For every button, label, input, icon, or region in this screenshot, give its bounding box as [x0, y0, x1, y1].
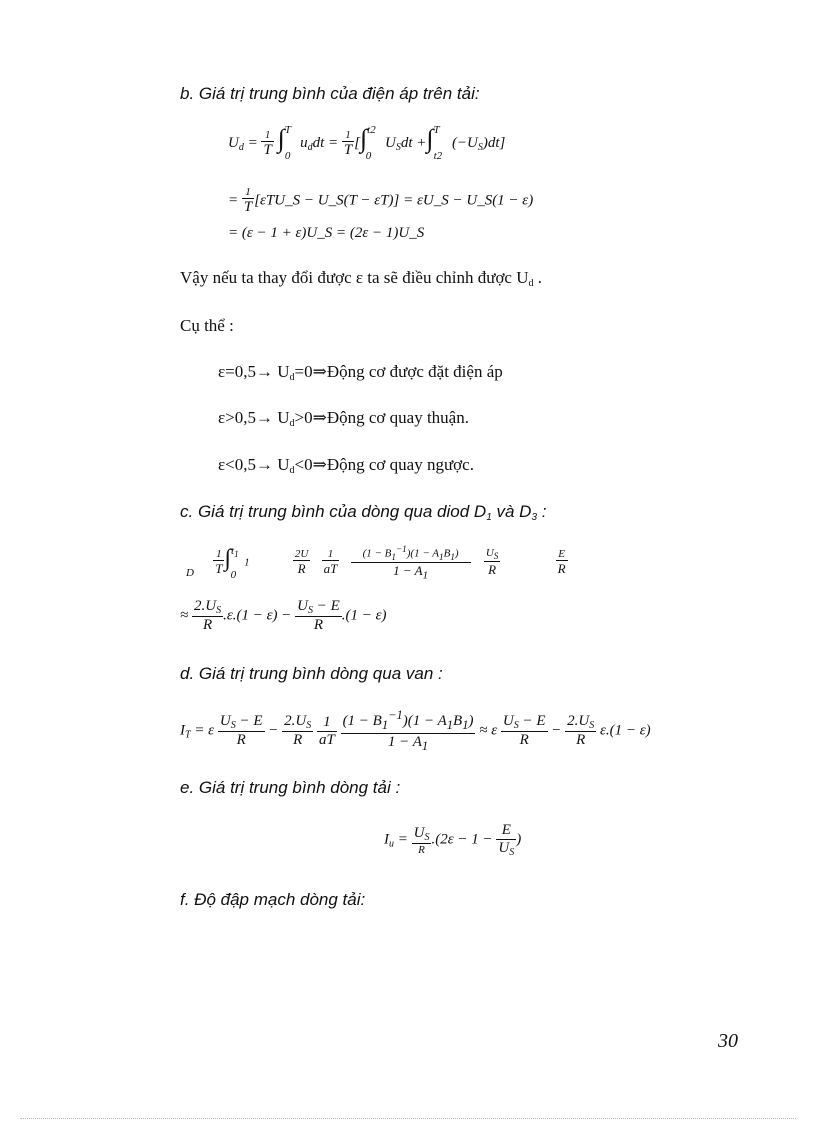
- specific-label: Cụ thể :: [180, 316, 234, 335]
- page-number: 30: [718, 1030, 738, 1052]
- ud-formula-line3: = (ε − 1 + ε)U_S = (2ε − 1)U_S: [228, 225, 425, 241]
- ud-formula-line2: = $\frac{1}{T}$ [εTU_S − U_S(T − εT)] = εU_S − U_S(1 − ε): [228, 186, 534, 215]
- section-b-heading: b. Giá trị trung bình của điện áp trên tải:: [180, 84, 480, 103]
- bottom-divider: [20, 1118, 796, 1119]
- case-greater: $\varepsilon>0,5\to U_d>0\Rightarrow Động$ cơ quay thuận.: [218, 408, 469, 429]
- case-equal: $\varepsilon=0,5\to U_d=0\Rightarrow Động$ cơ được đặt điện áp: [218, 362, 503, 383]
- section-e-heading: e. Giá trị trung bình dòng tải :: [180, 778, 401, 797]
- load-formula: $I_u$ = $\frac{U_S}{R}$ .(2ε − 1 − $\frac{E}{U_S}$ ): [384, 822, 522, 858]
- case-less: $\varepsilon<0,5\to U_d<0\Rightarrow Động$ cơ quay ngược.: [218, 455, 474, 476]
- valve-formula: $I_T = \varepsilon$ $\frac{U_S - E}{R}$ − $\frac{2.U_S}{R}$ $\frac{1}{aT}$ $\frac{(1 - B_1^{-1})(1 - A_1B_1)}{1 - A_1}$ ≈ ε $\frac{U_S - E}{R}$ − $\frac{2.U_S}{R}$ ε.(1 − ε): [180, 708, 651, 753]
- conclusion-text: Vậy nếu ta thay đổi được ε ta sẽ điều chỉnh được $U_d$ .: [180, 268, 543, 289]
- diode-formula-line1: $_D$ $\frac{1}{T}$ ∫$^{t_1}_0$1 $\frac{2U}{R}$ $\frac{1}{aT}$ $\frac{(1 - B_1^{-1})(1 - A_1B_1)}{1 - A_1}$ $\frac{U_S}{R}$ $\frac{E}{R}$: [186, 544, 566, 582]
- section-c-heading: c. Giá trị trung bình của dòng qua diod $D_1$ và $D_3$ :: [180, 502, 547, 523]
- ud-formula-line1: $U_d$ = $\frac{1}{T}$ ∫$^T_0$ $u_ddt$ = $\frac{1}{T}$ [∫$^{t2}_0$ $U_Sdt +\int^T_{t2}$ $(-U_S)dt$]: [228, 124, 506, 162]
- diode-formula-line2: ≈ $\frac{2.U_S}{R}$ .ε.(1 − ε) − $\frac{U_S - E}{R}$ .(1 − ε): [180, 598, 387, 633]
- section-f-heading: f. Độ đập mạch dòng tải:: [180, 890, 366, 909]
- section-d-heading: d. Giá trị trung bình dòng qua van :: [180, 664, 443, 683]
